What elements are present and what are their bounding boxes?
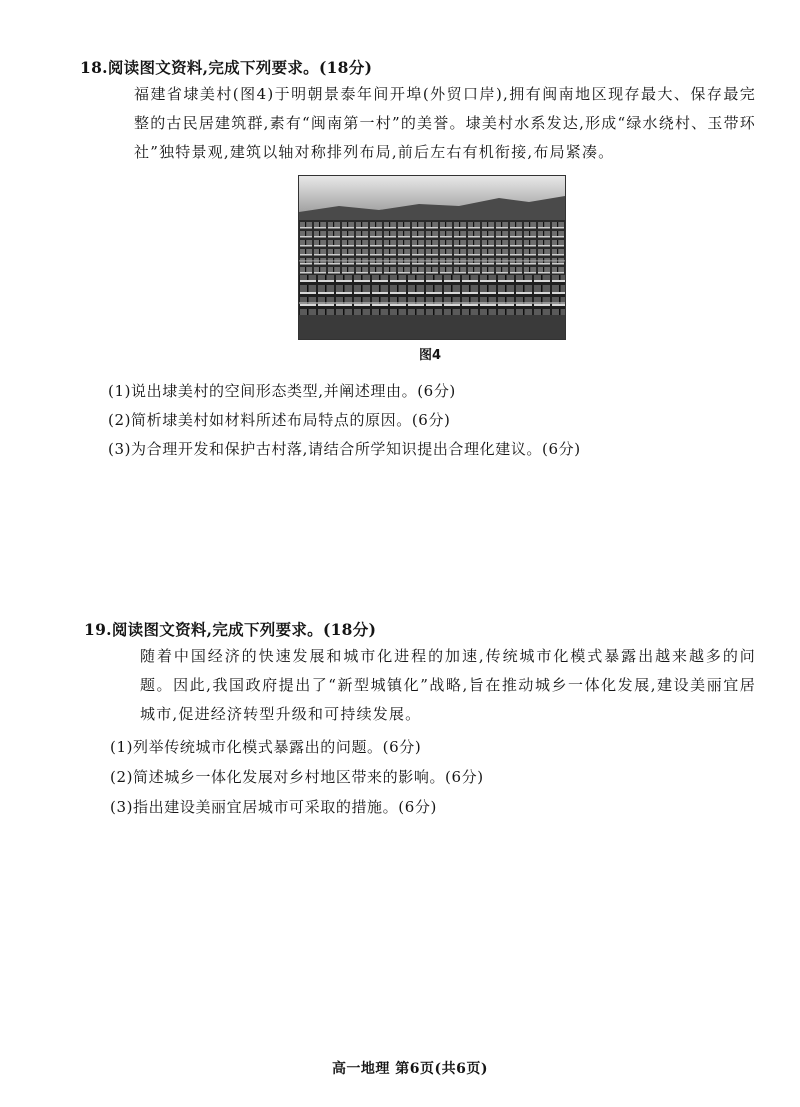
q19-sub-question-1: (1)列举传统城市化模式暴露出的问题。(6分) <box>110 738 422 756</box>
page-footer: 高一地理 第6页(共6页) <box>331 1061 489 1077</box>
q18-sub-question-2: (2)简析埭美村如材料所述布局特点的原因。(6分) <box>108 411 451 429</box>
figure-caption: 图4 <box>418 348 442 363</box>
q19-sub-question-3: (3)指出建设美丽宜居城市可采取的措施。(6分) <box>110 798 437 816</box>
q18-paragraph <box>104 80 756 167</box>
village-photo-graphic <box>299 176 565 339</box>
q19-paragraph-text: 随着中国经济的快速发展和城市化进程的加速,传统城市化模式暴露出越来越多的问题。因此,我国政府提出了“新型城镇化”战略,旨在推动城乡一体化发展,建设美丽宜居城市,促进经济转型升级和可持续发展。 <box>140 647 756 723</box>
q18-title: 18.阅读图文资料,完成下列要求。(18分) <box>80 58 373 77</box>
q19-paragraph <box>110 642 756 729</box>
q19-sub-question-2: (2)简述城乡一体化发展对乡村地区带来的影响。(6分) <box>110 768 484 786</box>
q18-paragraph-text: 福建省埭美村(图4)于明朝景泰年间开埠(外贸口岸),拥有闽南地区现存最大、保存最完整的古民居建筑群,素有“闽南第一村”的美誉。埭美村水系发达,形成“绿水绕村、玉带环社”独特景观,建筑以轴对称排列布局,前后左右有机衔接,布局紧凑。 <box>134 85 756 161</box>
q18-sub-question-1: (1)说出埭美村的空间形态类型,并阐述理由。(6分) <box>108 382 456 400</box>
q19-title: 19.阅读图文资料,完成下列要求。(18分) <box>84 620 377 639</box>
village-photo <box>298 175 566 340</box>
q18-sub-question-3: (3)为合理开发和保护古村落,请结合所学知识提出合理化建议。(6分) <box>108 440 581 458</box>
